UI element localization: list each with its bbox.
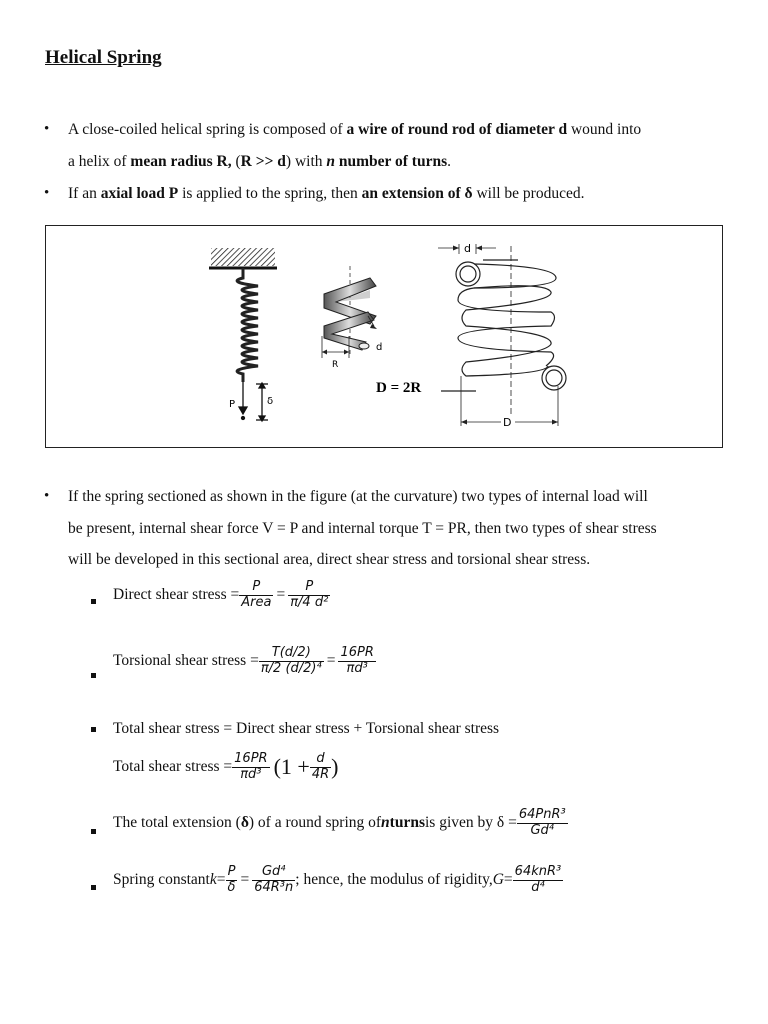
label-d-top: d [464, 242, 471, 255]
square-bullet [91, 673, 96, 678]
fraction [517, 808, 568, 839]
fraction [226, 865, 238, 896]
bullet-dot: • [44, 488, 50, 504]
text: = [216, 871, 226, 889]
label-P: P [229, 399, 236, 410]
bold-delta: δ [240, 814, 249, 832]
text: A close-coiled helical spring is composed of [68, 121, 347, 138]
spring-figure [45, 225, 723, 448]
italic-n: n [326, 153, 335, 170]
numerator: 64knR³ [514, 864, 562, 879]
text: Total shear stress = [113, 758, 233, 776]
numerator: P [239, 580, 273, 596]
text: is given by δ = [425, 814, 517, 832]
total-shear-equation [113, 752, 338, 783]
denominator: π/2 (d/2)⁴ [260, 660, 322, 676]
paren-open: (1 + [273, 754, 310, 780]
fixed-support-icon [209, 248, 277, 268]
label-delta: δ [267, 396, 274, 407]
text: a helix of [68, 153, 131, 170]
load-arrow-icon [239, 382, 268, 421]
label-D-bottom: D [503, 416, 512, 429]
numerator: P [226, 865, 238, 881]
text: Torsional shear stress = [113, 652, 259, 670]
numerator: 64PnR³ [518, 807, 566, 822]
dimension-arrows-icon [453, 246, 558, 425]
bullet-dot: • [44, 121, 50, 137]
denominator: Area [241, 594, 272, 610]
denominator: 64R³n [254, 879, 294, 895]
bullet-1-line-2 [68, 153, 451, 171]
bullet-2-line [68, 185, 584, 203]
paren-close: ) [331, 754, 339, 780]
fraction [288, 580, 330, 611]
denominator: d⁴ [531, 879, 545, 895]
fraction [259, 646, 324, 677]
numerator: T(d/2) [259, 646, 324, 662]
label-d-small: d [376, 342, 383, 353]
bold-text: an extension of δ [361, 185, 473, 202]
bullet-dot: • [44, 185, 50, 201]
label-D-equation: D = 2R [376, 380, 422, 396]
fraction [310, 752, 331, 783]
text: If an [68, 185, 101, 202]
fraction [239, 580, 273, 611]
text: ) of a round spring of [248, 814, 382, 832]
text: The total extension ( [113, 814, 241, 832]
numerator: 16PR [340, 645, 374, 660]
right-spring-icon [438, 244, 566, 426]
total-extension-equation [113, 808, 568, 839]
italic-k: k [209, 871, 217, 889]
text: is applied to the spring, then [178, 185, 362, 202]
left-spring-icon [237, 268, 258, 382]
bold-text: R >> d [240, 153, 286, 170]
bullet-3-line-2: be present, internal shear force V = P and internal torque T = PR, then two types of shear stress [68, 520, 657, 537]
fraction [232, 752, 269, 783]
bullet-3-line-1: If the spring sectioned as shown in the figure (at the curvature) two types of internal load will [68, 488, 648, 505]
bullet-1-line-1 [68, 121, 641, 139]
fraction [252, 865, 295, 896]
text: will be produced. [472, 185, 585, 202]
spring-constant-equation [113, 865, 563, 896]
denominator: πd³ [346, 660, 368, 676]
equals: = [326, 652, 336, 670]
numerator: d [310, 752, 331, 768]
square-bullet [91, 727, 96, 732]
fraction [338, 646, 375, 677]
text: wound into [567, 121, 642, 138]
bullet-3-line-3: will be developed in this sectional area, direct shear stress and torsional shear stress. [68, 551, 591, 568]
sectioned-spring-icon [322, 266, 377, 358]
text: . [447, 153, 451, 170]
denominator: δ [227, 879, 236, 895]
denominator: π/4 d² [290, 594, 329, 610]
bold-text: mean radius R, [130, 153, 232, 170]
denominator: Gd⁴ [530, 822, 555, 838]
text: Direct shear stress = [113, 586, 240, 604]
bold-text: turns [389, 814, 425, 832]
text: ( [231, 153, 241, 170]
page-title: Helical Spring [45, 47, 162, 68]
torsional-shear-equation [113, 646, 376, 677]
direct-shear-equation [113, 580, 330, 611]
text: Spring constant [113, 871, 210, 889]
square-bullet [91, 599, 96, 604]
label-R: R [332, 360, 339, 370]
total-shear-definition: Total shear stress = Direct shear stress + Torsional shear stress [113, 720, 500, 737]
equals: = [240, 871, 250, 889]
denominator: 4R [311, 766, 330, 782]
numerator: Gd⁴ [252, 865, 295, 881]
equals: = [276, 586, 286, 604]
square-bullet [91, 829, 96, 834]
text: ) with [285, 153, 327, 170]
fraction [513, 865, 564, 896]
italic-n: n [381, 814, 390, 832]
spring-diagram [46, 226, 722, 447]
square-bullet [91, 885, 96, 890]
numerator: P [288, 580, 330, 596]
text: = [503, 871, 513, 889]
bold-text: axial load P [100, 185, 179, 202]
numerator: 16PR [234, 751, 268, 766]
denominator: πd³ [240, 766, 262, 782]
text: ; hence, the modulus of rigidity, [295, 871, 493, 889]
italic-G: G [492, 871, 504, 889]
bold-text: a wire of round rod of diameter d [346, 121, 568, 138]
bold-text: number of turns [335, 153, 448, 170]
